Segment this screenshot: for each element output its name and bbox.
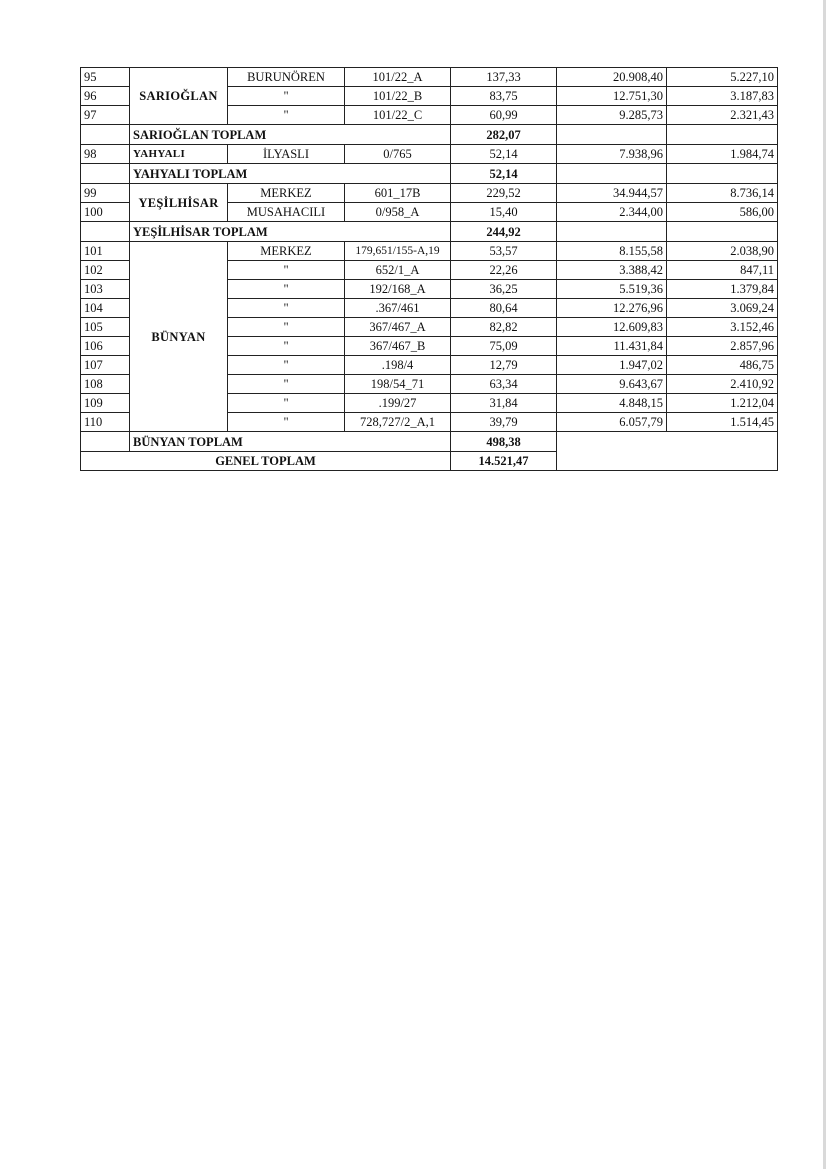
share-value: 2.321,43 bbox=[667, 106, 778, 125]
table-row bbox=[81, 242, 778, 261]
amount-value: 4.848,15 bbox=[557, 394, 667, 413]
parcel-number: 101/22_C bbox=[345, 106, 451, 125]
district-name: YEŞİLHİSAR bbox=[130, 184, 228, 222]
amount-value: 3.388,42 bbox=[557, 261, 667, 280]
row-number: 98 bbox=[81, 145, 130, 164]
share-value: 586,00 bbox=[667, 203, 778, 222]
parcel-number: .198/4 bbox=[345, 356, 451, 375]
parcel-number: 652/1_A bbox=[345, 261, 451, 280]
village-name: MERKEZ bbox=[228, 242, 345, 261]
area-value: 15,40 bbox=[451, 203, 557, 222]
row-number: 104 bbox=[81, 299, 130, 318]
share-value: 1.514,45 bbox=[667, 413, 778, 432]
amount-value: 12.276,96 bbox=[557, 299, 667, 318]
village-name: " bbox=[228, 87, 345, 106]
subtotal-value: 52,14 bbox=[451, 164, 557, 184]
empty-cell bbox=[667, 125, 778, 145]
share-value: 2.410,92 bbox=[667, 375, 778, 394]
subtotal-row bbox=[81, 164, 778, 184]
empty-cell bbox=[557, 125, 667, 145]
village-name: " bbox=[228, 299, 345, 318]
parcel-number: .367/461 bbox=[345, 299, 451, 318]
table-row bbox=[81, 68, 778, 87]
table-row bbox=[81, 184, 778, 203]
row-number: 106 bbox=[81, 337, 130, 356]
area-value: 53,57 bbox=[451, 242, 557, 261]
share-value: 3.152,46 bbox=[667, 318, 778, 337]
amount-value: 11.431,84 bbox=[557, 337, 667, 356]
row-number: 95 bbox=[81, 68, 130, 87]
subtotal-label: BÜNYAN TOPLAM bbox=[130, 432, 451, 452]
parcel-number: .199/27 bbox=[345, 394, 451, 413]
area-value: 12,79 bbox=[451, 356, 557, 375]
amount-value: 6.057,79 bbox=[557, 413, 667, 432]
subtotal-label: SARIOĞLAN TOPLAM bbox=[130, 125, 451, 145]
row-number: 103 bbox=[81, 280, 130, 299]
district-name: BÜNYAN bbox=[130, 242, 228, 432]
row-number: 101 bbox=[81, 242, 130, 261]
parcel-number: 0/765 bbox=[345, 145, 451, 164]
parcel-number: 367/467_B bbox=[345, 337, 451, 356]
empty-cell bbox=[557, 222, 667, 242]
share-value: 2.038,90 bbox=[667, 242, 778, 261]
area-value: 83,75 bbox=[451, 87, 557, 106]
area-value: 60,99 bbox=[451, 106, 557, 125]
area-value: 31,84 bbox=[451, 394, 557, 413]
amount-value: 7.938,96 bbox=[557, 145, 667, 164]
share-value: 1.212,04 bbox=[667, 394, 778, 413]
parcel-number: 179,651/155-A,19 bbox=[345, 242, 451, 261]
area-value: 63,34 bbox=[451, 375, 557, 394]
empty-cell bbox=[81, 164, 130, 184]
village-name: " bbox=[228, 106, 345, 125]
village-name: " bbox=[228, 375, 345, 394]
area-value: 52,14 bbox=[451, 145, 557, 164]
parcel-number: 367/467_A bbox=[345, 318, 451, 337]
row-number: 107 bbox=[81, 356, 130, 375]
area-value: 75,09 bbox=[451, 337, 557, 356]
row-number: 97 bbox=[81, 106, 130, 125]
empty-cell bbox=[557, 164, 667, 184]
village-name: " bbox=[228, 280, 345, 299]
empty-cell bbox=[667, 164, 778, 184]
district-name: YAHYALI bbox=[130, 145, 228, 164]
row-number: 109 bbox=[81, 394, 130, 413]
parcel-number: 0/958_A bbox=[345, 203, 451, 222]
row-number: 99 bbox=[81, 184, 130, 203]
subtotal-value: 244,92 bbox=[451, 222, 557, 242]
parcel-number: 198/54_71 bbox=[345, 375, 451, 394]
row-number: 110 bbox=[81, 413, 130, 432]
parcel-number: 728,727/2_A,1 bbox=[345, 413, 451, 432]
row-number: 102 bbox=[81, 261, 130, 280]
area-value: 137,33 bbox=[451, 68, 557, 87]
subtotal-value: 282,07 bbox=[451, 125, 557, 145]
amount-value: 12.609,83 bbox=[557, 318, 667, 337]
subtotal-label: YAHYALI TOPLAM bbox=[130, 164, 451, 184]
amount-value: 1.947,02 bbox=[557, 356, 667, 375]
amount-value: 8.155,58 bbox=[557, 242, 667, 261]
amount-value: 20.908,40 bbox=[557, 68, 667, 87]
area-value: 39,79 bbox=[451, 413, 557, 432]
village-name: " bbox=[228, 356, 345, 375]
empty-cell bbox=[81, 432, 130, 452]
area-value: 80,64 bbox=[451, 299, 557, 318]
village-name: MUSAHACILI bbox=[228, 203, 345, 222]
amount-value: 34.944,57 bbox=[557, 184, 667, 203]
village-name: MERKEZ bbox=[228, 184, 345, 203]
empty-cell bbox=[557, 432, 778, 471]
parcel-number: 192/168_A bbox=[345, 280, 451, 299]
area-value: 82,82 bbox=[451, 318, 557, 337]
amount-value: 12.751,30 bbox=[557, 87, 667, 106]
parcel-table bbox=[80, 67, 778, 471]
share-value: 1.984,74 bbox=[667, 145, 778, 164]
parcel-number: 101/22_A bbox=[345, 68, 451, 87]
district-name: SARIOĞLAN bbox=[130, 68, 228, 125]
grand-total-label: GENEL TOPLAM bbox=[81, 452, 451, 471]
share-value: 3.187,83 bbox=[667, 87, 778, 106]
area-value: 22,26 bbox=[451, 261, 557, 280]
row-number: 96 bbox=[81, 87, 130, 106]
village-name: İLYASLI bbox=[228, 145, 345, 164]
subtotal-row bbox=[81, 432, 778, 452]
village-name: " bbox=[228, 394, 345, 413]
area-value: 36,25 bbox=[451, 280, 557, 299]
row-number: 108 bbox=[81, 375, 130, 394]
amount-value: 2.344,00 bbox=[557, 203, 667, 222]
parcel-number: 601_17B bbox=[345, 184, 451, 203]
empty-cell bbox=[81, 125, 130, 145]
subtotal-row bbox=[81, 125, 778, 145]
empty-cell bbox=[667, 222, 778, 242]
share-value: 847,11 bbox=[667, 261, 778, 280]
share-value: 486,75 bbox=[667, 356, 778, 375]
share-value: 8.736,14 bbox=[667, 184, 778, 203]
subtotal-row bbox=[81, 222, 778, 242]
village-name: " bbox=[228, 413, 345, 432]
amount-value: 9.643,67 bbox=[557, 375, 667, 394]
village-name: " bbox=[228, 261, 345, 280]
row-number: 100 bbox=[81, 203, 130, 222]
share-value: 5.227,10 bbox=[667, 68, 778, 87]
subtotal-value: 498,38 bbox=[451, 432, 557, 452]
share-value: 2.857,96 bbox=[667, 337, 778, 356]
grand-total-value: 14.521,47 bbox=[451, 452, 557, 471]
row-number: 105 bbox=[81, 318, 130, 337]
empty-cell bbox=[81, 222, 130, 242]
amount-value: 5.519,36 bbox=[557, 280, 667, 299]
parcel-number: 101/22_B bbox=[345, 87, 451, 106]
village-name: " bbox=[228, 318, 345, 337]
area-value: 229,52 bbox=[451, 184, 557, 203]
subtotal-label: YEŞİLHİSAR TOPLAM bbox=[130, 222, 451, 242]
village-name: BURUNÖREN bbox=[228, 68, 345, 87]
village-name: " bbox=[228, 337, 345, 356]
share-value: 1.379,84 bbox=[667, 280, 778, 299]
table-row bbox=[81, 145, 778, 164]
amount-value: 9.285,73 bbox=[557, 106, 667, 125]
share-value: 3.069,24 bbox=[667, 299, 778, 318]
